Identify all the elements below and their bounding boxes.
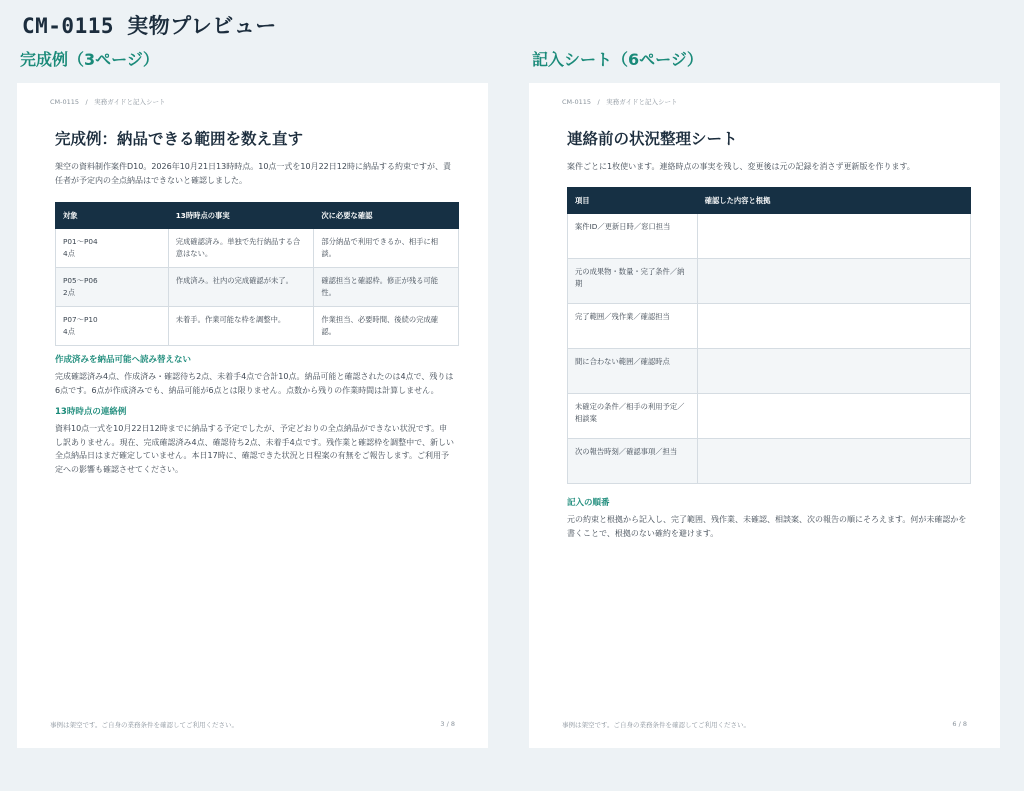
table-cell-blank <box>697 349 970 394</box>
table-row <box>568 259 971 304</box>
table-cell: 作業担当、必要時間、後続の完成確認。 <box>314 307 459 346</box>
footer-note: 事例は架空です。ご自身の業務条件を確認してご利用ください。 <box>50 721 238 729</box>
table-cell-blank <box>697 214 970 259</box>
worksheet-table <box>567 187 971 484</box>
footer-note: 事例は架空です。ご自身の業務条件を確認してご利用ください。 <box>562 721 750 729</box>
table-cell: 部分納品で利用できるか、相手に相談。 <box>314 229 459 268</box>
table-cell: 完成確認済み。単独で先行納品する合意はない。 <box>168 229 314 268</box>
table-cell: 元の成果物・数量・完了条件／納期 <box>568 259 698 304</box>
table-cell-blank <box>697 259 970 304</box>
page-title: CM-0115 実物プレビュー <box>22 14 277 38</box>
section-heading: 13時時点の連絡例 <box>55 407 127 417</box>
right-page-preview <box>529 83 1000 748</box>
table-header: 13時時点の事実 <box>168 203 314 229</box>
paragraph: 完成確認済み4点、作成済み・確認待ち2点、未着手4点で合計10点。納品可能と確認されたのは4点で、残りは6点です。6点が作成済みでも、納品可能が6点とは限りません。点数から残りの作業時間は計算しません。 <box>55 372 454 395</box>
intro-text: 案件ごとに1枚使います。連絡時点の事実を残し、変更後は元の記録を消さず更新版を作ります。 <box>567 162 915 171</box>
table-cell-blank <box>697 304 970 349</box>
paragraph: 元の約束と根拠から記入し、完了範囲、残作業、未確認、相談案、次の報告の順にそろえます。何が未確認かを書くことで、根拠のない確約を避けます。 <box>567 515 967 538</box>
paragraph: 資料10点一式を10月22日12時までに納品する予定でしたが、予定どおりの全点納品ができない状況です。申し訳ありません。現在、完成確認済み4点、確認待ち2点、未着手4点です。残作業と確認枠を調整中で、新しい全点納品日はまだ確定していません。本日17時に、確認できた状況と日程案の有無をご報告します。ご利用予定への影響も確認させてください。 <box>55 424 454 474</box>
table-header: 確認した内容と根拠 <box>697 188 970 214</box>
table-row <box>56 307 459 346</box>
sheet-title: 連絡前の状況整理シート <box>567 130 738 148</box>
table-cell: 次の報告時刻／確認事項／担当 <box>568 439 698 484</box>
table-row <box>568 214 971 259</box>
intro-text: 架空の資料制作案件D10。2026年10月21日13時時点。10点一式を10月22日12時に納品する約束ですが、責任者が予定内の全点納品はできないと確認しました。 <box>55 162 451 185</box>
section-heading: 記入の順番 <box>567 498 610 508</box>
table-header-row <box>56 203 459 229</box>
table-cell: 案件ID／更新日時／窓口担当 <box>568 214 698 259</box>
breadcrumb: CM-0115 / 実務ガイドと記入シート <box>562 98 678 106</box>
table-cell: P05～P06 2点 <box>56 268 169 307</box>
page-number: 3 / 8 <box>440 720 455 728</box>
status-table <box>55 202 459 346</box>
table-header-row <box>568 188 971 214</box>
table-row <box>56 268 459 307</box>
table-row <box>568 349 971 394</box>
breadcrumb: CM-0115 / 実務ガイドと記入シート <box>50 98 166 106</box>
table-cell: 作成済み。社内の完成確認が未了。 <box>168 268 314 307</box>
left-section-label: 完成例（3ページ） <box>20 50 159 69</box>
sheet-title: 完成例：納品できる範囲を数え直す <box>55 130 304 148</box>
table-cell-blank <box>697 394 970 439</box>
table-row <box>568 439 971 484</box>
left-page-preview <box>17 83 488 748</box>
page-number: 6 / 8 <box>952 720 967 728</box>
table-row <box>568 394 971 439</box>
table-cell: 完了範囲／残作業／確認担当 <box>568 304 698 349</box>
table-header: 次に必要な確認 <box>314 203 459 229</box>
table-cell-blank <box>697 439 970 484</box>
section-heading: 作成済みを納品可能へ読み替えない <box>55 355 192 365</box>
table-header: 項目 <box>568 188 698 214</box>
table-cell: P07～P10 4点 <box>56 307 169 346</box>
table-cell: 未確定の条件／相手の利用予定／相談案 <box>568 394 698 439</box>
table-cell: 間に合わない範囲／確認時点 <box>568 349 698 394</box>
right-section-label: 記入シート（6ページ） <box>532 50 703 69</box>
table-cell: P01～P04 4点 <box>56 229 169 268</box>
table-row <box>568 304 971 349</box>
table-header: 対象 <box>56 203 169 229</box>
table-row <box>56 229 459 268</box>
table-cell: 未着手。作業可能な枠を調整中。 <box>168 307 314 346</box>
table-cell: 確認担当と確認枠。修正が残る可能性。 <box>314 268 459 307</box>
